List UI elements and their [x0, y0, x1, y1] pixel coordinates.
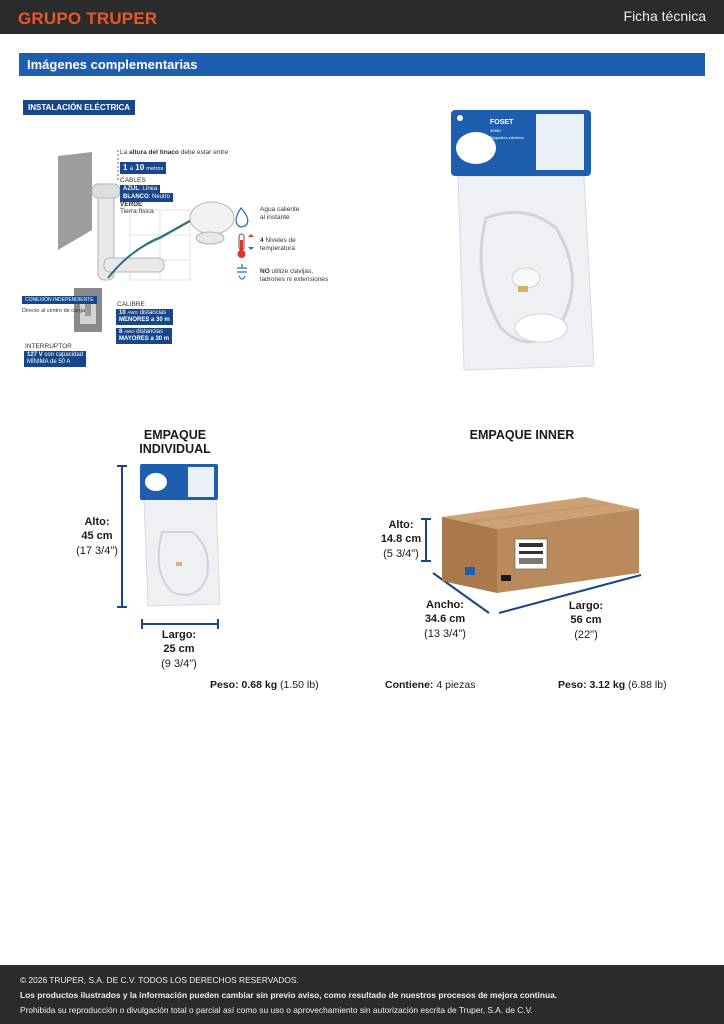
individual-height: Alto: 45 cm (17 3/4")	[76, 516, 118, 557]
section-title: Imágenes complementarias	[27, 57, 198, 72]
connection-text: Directo al centro de carga	[22, 308, 85, 314]
individual-weight: Peso: 0.68 kg (1.50 lb)	[210, 679, 319, 691]
feature-no-adapters: NO utilize clavijas, ladrones ni extensiones	[260, 268, 329, 284]
cable-blue: AZUL: Línea	[120, 185, 160, 194]
footer	[0, 965, 724, 1024]
doc-type-label: Ficha técnica	[623, 8, 706, 24]
installation-diagram	[20, 140, 340, 380]
cables-title: CABLES	[120, 177, 146, 184]
individual-package-figure	[112, 462, 232, 632]
cable-white: BLANCO: Neutro	[120, 193, 173, 202]
inner-height: Alto: 14.8 cm (5 3/4")	[380, 519, 422, 560]
product-brand: FOSET	[490, 119, 514, 126]
gauge-10: 10 AWG distancias MENORES a 30 m	[116, 309, 173, 325]
inner-contents: Contiene: 4 piezas	[385, 679, 476, 691]
inner-weight: Peso: 3.12 kg (6.88 lb)	[558, 679, 667, 691]
tank-range-badge: 1 a 10 metros	[120, 162, 166, 174]
gauge-8: 8 AWG distancias MAYORES a 30 m	[116, 328, 172, 344]
tank-height-note: La altura del tinaco debe estar entre	[120, 149, 229, 156]
installation-badge: INSTALACIÓN ELÉCTRICA	[23, 100, 135, 115]
inner-length: Largo: 56 cm (22")	[568, 600, 604, 641]
gauge-title: CALIBRE	[117, 301, 145, 308]
feature-hot-water: Agua caliente al instante	[260, 206, 300, 222]
feature-temperature: 4 Niveles de temperatura	[260, 237, 296, 253]
inner-heading: EMPAQUE INNER	[469, 428, 575, 442]
cable-green-desc: Tierra física	[120, 208, 154, 215]
footer-notice: Los productos ilustrados y la información pueden cambiar sin previo aviso, como resultado de nuestros procesos de mejora continua.	[20, 990, 558, 1000]
section-bar	[19, 53, 705, 76]
switch-title: INTERRUPTOR	[25, 343, 72, 350]
product-model: 45881	[490, 128, 502, 133]
cable-green: VERDE	[120, 201, 143, 208]
footer-rights: Prohibida su reproducción o divulgación total o parcial así como su uso o aprovechamiento sin autorización escrita de Truper, S.A. de C.V.	[20, 1005, 533, 1015]
connection-badge: CONEXIÓN INDEPENDIENTE	[22, 296, 97, 304]
individual-heading: EMPAQUE INDIVIDUAL	[139, 428, 211, 456]
brand-logo: GRUPO TRUPER	[18, 9, 158, 28]
inner-width: Ancho: 34.6 cm (13 3/4")	[424, 599, 466, 640]
top-bar	[0, 0, 724, 34]
footer-copyright: © 2026 TRUPER, S.A. DE C.V. TODOS LOS DERECHOS RESERVADOS.	[20, 975, 299, 985]
product-photo	[446, 108, 596, 376]
product-name: Regadera eléctrica	[490, 135, 524, 140]
switch-spec: 127 V con capacidad MÍNIMA de 50 A	[24, 351, 86, 367]
individual-length: Largo: 25 cm (9 3/4")	[161, 629, 197, 670]
